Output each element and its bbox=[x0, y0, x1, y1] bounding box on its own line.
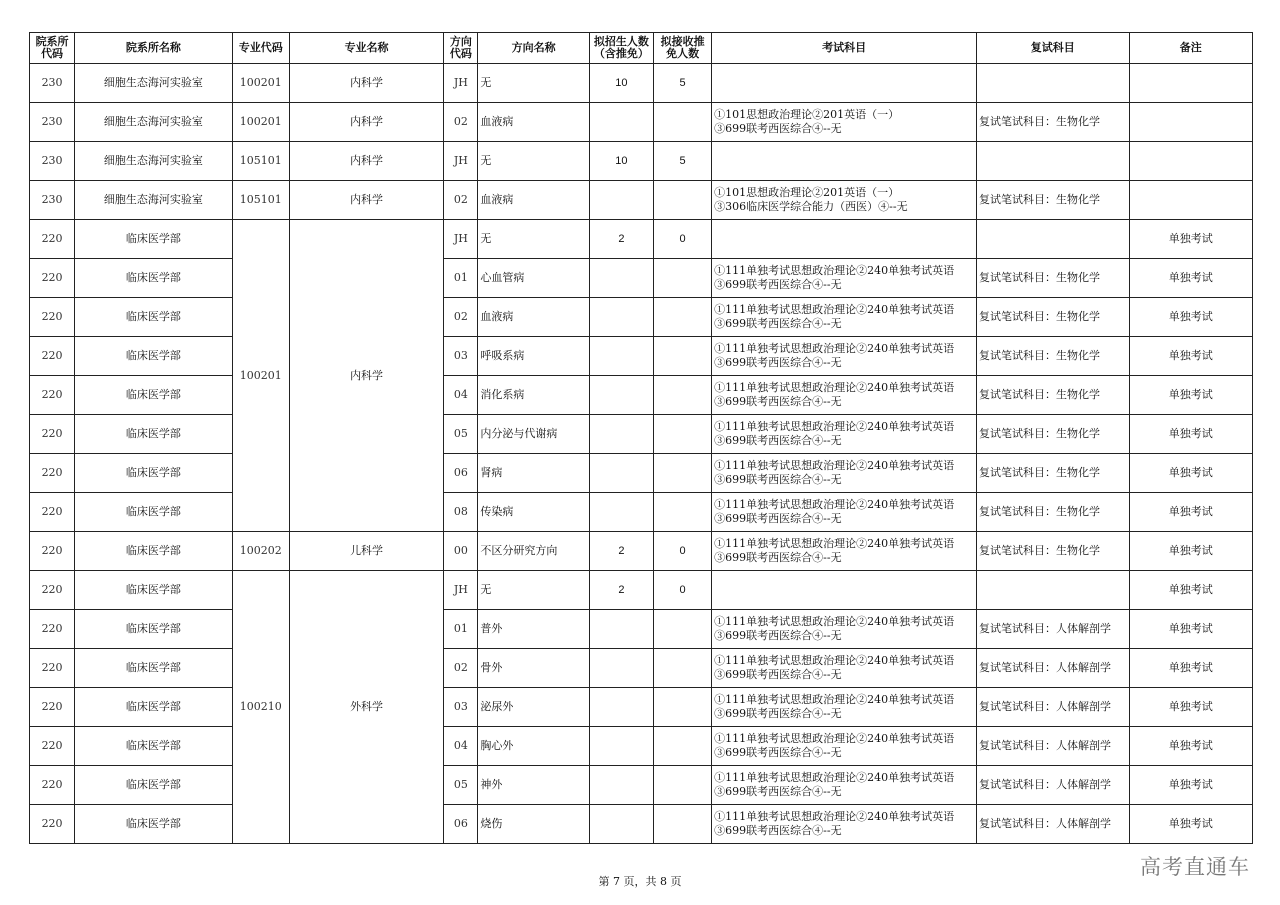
dept-code-cell: 220 bbox=[30, 454, 75, 493]
exam-subjects-cell: ①101思想政治理论②201英语（一） ③699联考西医综合④--无 bbox=[712, 103, 977, 142]
dir-name-cell: 血液病 bbox=[478, 298, 589, 337]
table-row bbox=[30, 142, 1253, 181]
dir-name-cell: 胸心外 bbox=[478, 727, 589, 766]
plan-count-cell bbox=[589, 610, 653, 649]
exam-subjects-cell: ①101思想政治理论②201英语（一） ③306临床医学综合能力（西医）④--无 bbox=[712, 181, 977, 220]
dept-name-cell: 临床医学部 bbox=[75, 766, 233, 805]
dir-name-cell: 骨外 bbox=[478, 649, 589, 688]
note-cell: 单独考试 bbox=[1129, 610, 1252, 649]
tuimian-count-cell bbox=[653, 493, 711, 532]
exam-subjects-cell: ①111单独考试思想政治理论②240单独考试英语 ③699联考西医综合④--无 bbox=[712, 532, 977, 571]
exam-subjects-cell: ①111单独考试思想政治理论②240单独考试英语 ③699联考西医综合④--无 bbox=[712, 688, 977, 727]
dir-code-cell: 03 bbox=[444, 688, 478, 727]
dir-code-cell: 06 bbox=[444, 454, 478, 493]
tuimian-count-cell: 0 bbox=[653, 571, 711, 610]
dept-name-cell: 临床医学部 bbox=[75, 688, 233, 727]
plan-count-cell bbox=[589, 103, 653, 142]
exam-subjects-cell: ①111单独考试思想政治理论②240单独考试英语 ③699联考西医综合④--无 bbox=[712, 376, 977, 415]
exam-subjects-cell bbox=[712, 64, 977, 103]
note-cell: 单独考试 bbox=[1129, 337, 1252, 376]
major-code-cell: 105101 bbox=[232, 142, 289, 181]
tuimian-count-cell bbox=[653, 298, 711, 337]
retest-subject-cell: 复试笔试科目：生物化学 bbox=[977, 259, 1129, 298]
plan-count-cell: 10 bbox=[589, 64, 653, 103]
exam-subjects-cell: ①111单独考试思想政治理论②240单独考试英语 ③699联考西医综合④--无 bbox=[712, 766, 977, 805]
dept-name-cell: 临床医学部 bbox=[75, 259, 233, 298]
dept-code-cell: 220 bbox=[30, 649, 75, 688]
header-dept-code: 院系所代码 bbox=[30, 33, 75, 64]
plan-count-cell bbox=[589, 454, 653, 493]
retest-subject-cell: 复试笔试科目：人体解剖学 bbox=[977, 688, 1129, 727]
note-cell bbox=[1129, 64, 1252, 103]
dir-name-cell: 血液病 bbox=[478, 181, 589, 220]
tuimian-count-cell: 5 bbox=[653, 64, 711, 103]
retest-subject-cell: 复试笔试科目：生物化学 bbox=[977, 181, 1129, 220]
tuimian-count-cell bbox=[653, 376, 711, 415]
dept-name-cell: 临床医学部 bbox=[75, 532, 233, 571]
plan-count-cell bbox=[589, 766, 653, 805]
plan-count-cell bbox=[589, 337, 653, 376]
dept-code-cell: 220 bbox=[30, 805, 75, 844]
plan-count-cell bbox=[589, 688, 653, 727]
table-row bbox=[30, 493, 1253, 532]
retest-subject-cell: 复试笔试科目：生物化学 bbox=[977, 103, 1129, 142]
tuimian-count-cell bbox=[653, 688, 711, 727]
major-name-cell: 内科学 bbox=[289, 142, 444, 181]
major-code-cell: 100201 bbox=[232, 220, 289, 532]
dir-name-cell: 传染病 bbox=[478, 493, 589, 532]
table-row bbox=[30, 181, 1253, 220]
header-dir-name: 方向名称 bbox=[478, 33, 589, 64]
tuimian-count-cell: 0 bbox=[653, 220, 711, 259]
plan-count-cell bbox=[589, 259, 653, 298]
dept-name-cell: 临床医学部 bbox=[75, 298, 233, 337]
major-name-cell: 外科学 bbox=[289, 571, 444, 844]
tuimian-count-cell bbox=[653, 610, 711, 649]
retest-subject-cell: 复试笔试科目：生物化学 bbox=[977, 376, 1129, 415]
exam-subjects-cell: ①111单独考试思想政治理论②240单独考试英语 ③699联考西医综合④--无 bbox=[712, 337, 977, 376]
dept-name-cell: 临床医学部 bbox=[75, 220, 233, 259]
table-row bbox=[30, 298, 1253, 337]
note-cell bbox=[1129, 142, 1252, 181]
note-cell: 单独考试 bbox=[1129, 766, 1252, 805]
header-exam: 考试科目 bbox=[712, 33, 977, 64]
dept-code-cell: 220 bbox=[30, 493, 75, 532]
tuimian-count-cell: 0 bbox=[653, 532, 711, 571]
plan-count-cell bbox=[589, 493, 653, 532]
dir-name-cell: 心血管病 bbox=[478, 259, 589, 298]
dir-code-cell: 08 bbox=[444, 493, 478, 532]
table-row bbox=[30, 688, 1253, 727]
dept-code-cell: 220 bbox=[30, 727, 75, 766]
dir-name-cell: 泌尿外 bbox=[478, 688, 589, 727]
plan-count-cell: 2 bbox=[589, 220, 653, 259]
major-name-cell: 内科学 bbox=[289, 220, 444, 532]
exam-subjects-cell bbox=[712, 220, 977, 259]
dept-code-cell: 230 bbox=[30, 181, 75, 220]
plan-count-cell bbox=[589, 181, 653, 220]
note-cell: 单独考试 bbox=[1129, 805, 1252, 844]
table-row bbox=[30, 454, 1253, 493]
table-row bbox=[30, 64, 1253, 103]
dept-code-cell: 220 bbox=[30, 415, 75, 454]
header-tuimian: 拟接收推免人数 bbox=[653, 33, 711, 64]
table-row bbox=[30, 376, 1253, 415]
tuimian-count-cell bbox=[653, 415, 711, 454]
dir-code-cell: 00 bbox=[444, 532, 478, 571]
dept-code-cell: 220 bbox=[30, 610, 75, 649]
exam-subjects-cell: ①111单独考试思想政治理论②240单独考试英语 ③699联考西医综合④--无 bbox=[712, 454, 977, 493]
dir-name-cell: 不区分研究方向 bbox=[478, 532, 589, 571]
header-major-name: 专业名称 bbox=[289, 33, 444, 64]
retest-subject-cell: 复试笔试科目：人体解剖学 bbox=[977, 766, 1129, 805]
table-row bbox=[30, 103, 1253, 142]
dir-code-cell: 03 bbox=[444, 337, 478, 376]
note-cell: 单独考试 bbox=[1129, 532, 1252, 571]
dir-code-cell: 02 bbox=[444, 298, 478, 337]
dept-name-cell: 细胞生态海河实验室 bbox=[75, 103, 233, 142]
retest-subject-cell: 复试笔试科目：人体解剖学 bbox=[977, 649, 1129, 688]
major-code-cell: 100201 bbox=[232, 103, 289, 142]
retest-subject-cell: 复试笔试科目：人体解剖学 bbox=[977, 805, 1129, 844]
tuimian-count-cell bbox=[653, 259, 711, 298]
dept-name-cell: 临床医学部 bbox=[75, 337, 233, 376]
dept-name-cell: 临床医学部 bbox=[75, 610, 233, 649]
dir-code-cell: JH bbox=[444, 64, 478, 103]
dir-name-cell: 普外 bbox=[478, 610, 589, 649]
header-row bbox=[30, 33, 1253, 64]
table-row bbox=[30, 649, 1253, 688]
header-dir-code: 方向代码 bbox=[444, 33, 478, 64]
note-cell: 单独考试 bbox=[1129, 220, 1252, 259]
major-code-cell: 100201 bbox=[232, 64, 289, 103]
dept-code-cell: 220 bbox=[30, 259, 75, 298]
plan-count-cell: 2 bbox=[589, 532, 653, 571]
dept-code-cell: 220 bbox=[30, 571, 75, 610]
dir-code-cell: 04 bbox=[444, 727, 478, 766]
dir-code-cell: JH bbox=[444, 142, 478, 181]
note-cell: 单独考试 bbox=[1129, 454, 1252, 493]
exam-subjects-cell: ①111单独考试思想政治理论②240单独考试英语 ③699联考西医综合④--无 bbox=[712, 298, 977, 337]
plan-count-cell: 10 bbox=[589, 142, 653, 181]
dir-name-cell: 无 bbox=[478, 142, 589, 181]
dir-code-cell: 05 bbox=[444, 415, 478, 454]
retest-subject-cell bbox=[977, 220, 1129, 259]
dir-name-cell: 血液病 bbox=[478, 103, 589, 142]
tuimian-count-cell bbox=[653, 181, 711, 220]
note-cell: 单独考试 bbox=[1129, 298, 1252, 337]
plan-count-cell bbox=[589, 298, 653, 337]
dept-code-cell: 230 bbox=[30, 142, 75, 181]
note-cell: 单独考试 bbox=[1129, 649, 1252, 688]
major-name-cell: 儿科学 bbox=[289, 532, 444, 571]
note-cell: 单独考试 bbox=[1129, 415, 1252, 454]
tuimian-count-cell bbox=[653, 454, 711, 493]
note-cell: 单独考试 bbox=[1129, 571, 1252, 610]
retest-subject-cell: 复试笔试科目：人体解剖学 bbox=[977, 727, 1129, 766]
exam-subjects-cell: ①111单独考试思想政治理论②240单独考试英语 ③699联考西医综合④--无 bbox=[712, 610, 977, 649]
dir-name-cell: 神外 bbox=[478, 766, 589, 805]
plan-count-cell bbox=[589, 649, 653, 688]
dir-name-cell: 无 bbox=[478, 64, 589, 103]
watermark: 高考直通车 bbox=[1140, 855, 1250, 879]
tuimian-count-cell bbox=[653, 766, 711, 805]
dir-code-cell: JH bbox=[444, 571, 478, 610]
dir-code-cell: 01 bbox=[444, 259, 478, 298]
dir-code-cell: 01 bbox=[444, 610, 478, 649]
dept-code-cell: 220 bbox=[30, 376, 75, 415]
dept-code-cell: 230 bbox=[30, 103, 75, 142]
major-name-cell: 内科学 bbox=[289, 64, 444, 103]
tuimian-count-cell bbox=[653, 805, 711, 844]
header-retest: 复试科目 bbox=[977, 33, 1129, 64]
major-name-cell: 内科学 bbox=[289, 181, 444, 220]
dept-name-cell: 临床医学部 bbox=[75, 376, 233, 415]
exam-subjects-cell: ①111单独考试思想政治理论②240单独考试英语 ③699联考西医综合④--无 bbox=[712, 415, 977, 454]
header-major-code: 专业代码 bbox=[232, 33, 289, 64]
dir-name-cell: 烧伤 bbox=[478, 805, 589, 844]
exam-subjects-cell: ①111单独考试思想政治理论②240单独考试英语 ③699联考西医综合④--无 bbox=[712, 649, 977, 688]
table-row bbox=[30, 805, 1253, 844]
retest-subject-cell: 复试笔试科目：生物化学 bbox=[977, 454, 1129, 493]
dept-name-cell: 临床医学部 bbox=[75, 649, 233, 688]
tuimian-count-cell bbox=[653, 337, 711, 376]
tuimian-count-cell bbox=[653, 103, 711, 142]
note-cell: 单独考试 bbox=[1129, 727, 1252, 766]
tuimian-count-cell bbox=[653, 727, 711, 766]
dir-name-cell: 内分泌与代谢病 bbox=[478, 415, 589, 454]
plan-count-cell bbox=[589, 727, 653, 766]
dir-code-cell: 02 bbox=[444, 181, 478, 220]
retest-subject-cell bbox=[977, 571, 1129, 610]
retest-subject-cell bbox=[977, 142, 1129, 181]
dept-code-cell: 230 bbox=[30, 64, 75, 103]
table-row bbox=[30, 766, 1253, 805]
table-row bbox=[30, 571, 1253, 610]
exam-subjects-cell bbox=[712, 571, 977, 610]
major-code-cell: 105101 bbox=[232, 181, 289, 220]
dir-code-cell: 04 bbox=[444, 376, 478, 415]
exam-subjects-cell: ①111单独考试思想政治理论②240单独考试英语 ③699联考西医综合④--无 bbox=[712, 727, 977, 766]
dept-name-cell: 临床医学部 bbox=[75, 454, 233, 493]
note-cell: 单独考试 bbox=[1129, 688, 1252, 727]
note-cell: 单独考试 bbox=[1129, 493, 1252, 532]
table-row bbox=[30, 220, 1253, 259]
dept-code-cell: 220 bbox=[30, 688, 75, 727]
retest-subject-cell: 复试笔试科目：生物化学 bbox=[977, 298, 1129, 337]
dept-name-cell: 临床医学部 bbox=[75, 415, 233, 454]
major-name-cell: 内科学 bbox=[289, 103, 444, 142]
exam-subjects-cell: ①111单独考试思想政治理论②240单独考试英语 ③699联考西医综合④--无 bbox=[712, 259, 977, 298]
page-footer: 第 7 页，共 8 页 bbox=[598, 875, 682, 888]
header-note: 备注 bbox=[1129, 33, 1252, 64]
admission-table bbox=[29, 32, 1253, 844]
table-row bbox=[30, 610, 1253, 649]
table-row bbox=[30, 337, 1253, 376]
major-code-cell: 100202 bbox=[232, 532, 289, 571]
dept-code-cell: 220 bbox=[30, 220, 75, 259]
note-cell bbox=[1129, 181, 1252, 220]
plan-count-cell bbox=[589, 805, 653, 844]
dept-code-cell: 220 bbox=[30, 337, 75, 376]
exam-subjects-cell bbox=[712, 142, 977, 181]
dept-code-cell: 220 bbox=[30, 766, 75, 805]
plan-count-cell: 2 bbox=[589, 571, 653, 610]
table-row bbox=[30, 532, 1253, 571]
retest-subject-cell: 复试笔试科目：生物化学 bbox=[977, 532, 1129, 571]
dept-name-cell: 细胞生态海河实验室 bbox=[75, 142, 233, 181]
retest-subject-cell: 复试笔试科目：人体解剖学 bbox=[977, 610, 1129, 649]
retest-subject-cell: 复试笔试科目：生物化学 bbox=[977, 337, 1129, 376]
dept-code-cell: 220 bbox=[30, 532, 75, 571]
retest-subject-cell: 复试笔试科目：生物化学 bbox=[977, 493, 1129, 532]
dir-name-cell: 无 bbox=[478, 220, 589, 259]
exam-subjects-cell: ①111单独考试思想政治理论②240单独考试英语 ③699联考西医综合④--无 bbox=[712, 805, 977, 844]
plan-count-cell bbox=[589, 415, 653, 454]
dir-code-cell: 02 bbox=[444, 103, 478, 142]
dept-name-cell: 临床医学部 bbox=[75, 493, 233, 532]
note-cell: 单独考试 bbox=[1129, 376, 1252, 415]
tuimian-count-cell: 5 bbox=[653, 142, 711, 181]
retest-subject-cell: 复试笔试科目：生物化学 bbox=[977, 415, 1129, 454]
major-code-cell: 100210 bbox=[232, 571, 289, 844]
dir-name-cell: 呼吸系病 bbox=[478, 337, 589, 376]
dir-name-cell: 无 bbox=[478, 571, 589, 610]
table-row bbox=[30, 727, 1253, 766]
table-row bbox=[30, 415, 1253, 454]
dir-name-cell: 消化系病 bbox=[478, 376, 589, 415]
dir-code-cell: 02 bbox=[444, 649, 478, 688]
dept-name-cell: 细胞生态海河实验室 bbox=[75, 181, 233, 220]
dir-name-cell: 肾病 bbox=[478, 454, 589, 493]
dir-code-cell: 05 bbox=[444, 766, 478, 805]
header-dept-name: 院系所名称 bbox=[75, 33, 233, 64]
note-cell bbox=[1129, 103, 1252, 142]
exam-subjects-cell: ①111单独考试思想政治理论②240单独考试英语 ③699联考西医综合④--无 bbox=[712, 493, 977, 532]
tuimian-count-cell bbox=[653, 649, 711, 688]
note-cell: 单独考试 bbox=[1129, 259, 1252, 298]
dept-name-cell: 临床医学部 bbox=[75, 805, 233, 844]
dept-name-cell: 临床医学部 bbox=[75, 727, 233, 766]
dir-code-cell: 06 bbox=[444, 805, 478, 844]
dept-name-cell: 临床医学部 bbox=[75, 571, 233, 610]
dept-name-cell: 细胞生态海河实验室 bbox=[75, 64, 233, 103]
plan-count-cell bbox=[589, 376, 653, 415]
table-body bbox=[30, 64, 1253, 844]
table-row bbox=[30, 259, 1253, 298]
retest-subject-cell bbox=[977, 64, 1129, 103]
dir-code-cell: JH bbox=[444, 220, 478, 259]
header-plan: 拟招生人数（含推免） bbox=[589, 33, 653, 64]
dept-code-cell: 220 bbox=[30, 298, 75, 337]
